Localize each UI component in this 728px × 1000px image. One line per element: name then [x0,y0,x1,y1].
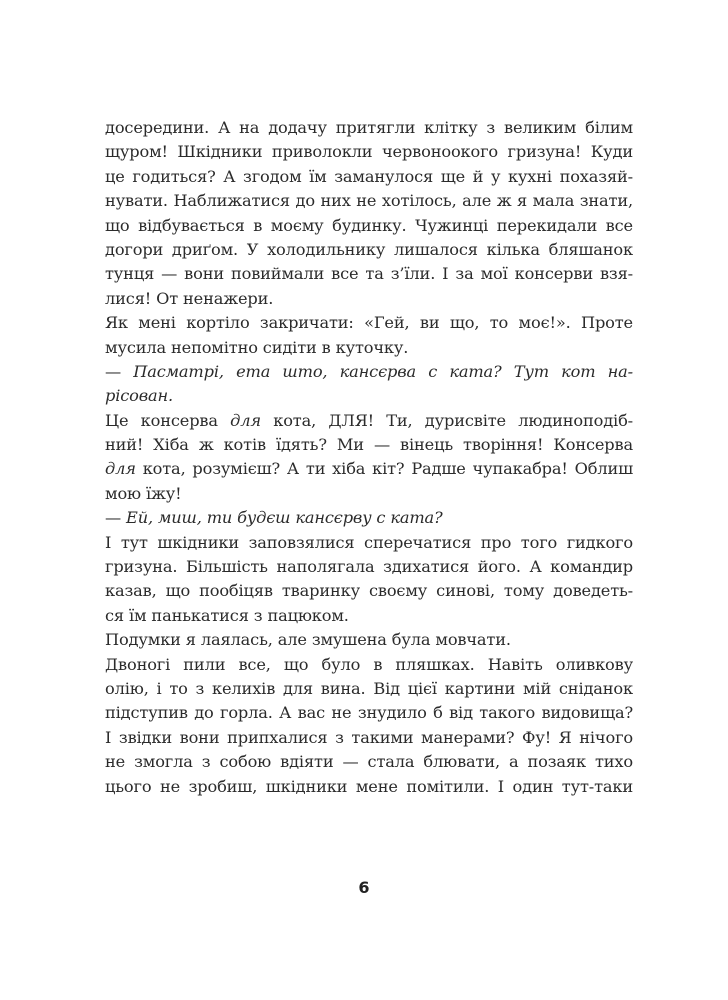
italic-span: Ей, миш, ти будєш кансєрву с ката? [126,508,443,528]
text-span: цього не зробиш, шкідники мене помітили. І один тут-таки [105,776,633,796]
text-line [105,775,633,799]
text-line [105,457,633,481]
text-span: тунця — вони повиймали все та з’їли. І за мої консерви взя- [105,264,633,284]
text-span: Подумки я лаялась, але змушена була мовчати. [105,630,511,650]
page-number: 6 [358,878,370,897]
text-line [105,360,633,384]
text-span: І тут шкідники заповзялися сперечатися про того гидкого [105,532,633,552]
italic-span: рісован. [105,386,174,406]
text-line [105,165,633,189]
text-span: олію, і то з келихів для вина. Від цієї картини мій сніданок [105,678,633,698]
text-line [105,287,633,311]
text-line [105,482,633,506]
text-span: — [105,508,127,528]
text-span: Це консерва [105,410,231,430]
italic-span: Пасматрі, ета што, кансєрва с ката? Тут кот на- [133,361,633,381]
text-line [105,336,633,360]
text-line [105,604,633,628]
body-text [105,116,633,799]
text-span: досередини. А на додачу притягли клітку з великим білим [105,118,633,137]
text-span: це годиться? А згодом їм заманулося ще й у кухні похазяй- [105,166,633,186]
text-span: І звідки вони припхалися з такими манерами? Фу! Я нічого [105,727,633,747]
text-span: кота, розумієш? А ти хіба кіт? Радше чупакабра! Облиш [135,459,633,479]
text-span: щуром! Шкідники приволокли червоноокого гризуна! Куди [105,142,633,162]
text-line [105,262,633,286]
text-line [105,384,633,408]
text-span: — [105,361,134,381]
text-span: ний! Хіба ж котів їдять? Ми — вінець творіння! Консерва [105,435,633,455]
text-span: не змогла з собою вдіяти — стала блювати, а позаяк тихо [105,752,633,772]
text-span: догори дриґом. У холодильнику лишалося кілька бляшанок [105,239,633,259]
text-line [105,750,633,774]
text-line [105,531,633,555]
text-line [105,579,633,603]
text-line [105,238,633,262]
italic-span: для [105,459,136,479]
text-span: ся їм панькатися з пацюком. [105,605,349,625]
text-line [105,677,633,701]
text-span: що відбувається в моєму будинку. Чужинці перекидали все [105,215,633,235]
text-line [105,726,633,750]
text-span: гризуна. Більшість наполягала здихатися його. А командир [105,557,633,577]
text-line [105,628,633,652]
text-span: лися! От ненажери. [105,288,274,308]
text-line [105,116,633,140]
text-line [105,311,633,335]
text-line [105,653,633,677]
text-line [105,214,633,238]
text-line [105,555,633,579]
text-span: Як мені кортіло закричати: «Гей, ви що, то моє!». Проте [105,313,633,333]
text-span: кота, ДЛЯ! Ти, дурисвіте людиноподіб- [260,410,633,430]
text-line [105,433,633,457]
italic-span: для [230,410,261,430]
text-span: казав, що пообіцяв тваринку своєму синові, тому доведеть- [105,581,633,601]
text-span: мусила непомітно сидіти в куточку. [105,337,409,357]
text-span: Двоногі пили все, що було в пляшках. Навіть оливкову [105,654,633,674]
text-line [105,409,633,433]
text-line [105,506,633,530]
text-span: нувати. Наближатися до них не хотілось, але ж я мала знати, [105,191,633,211]
text-line [105,140,633,164]
text-span: підступив до горла. А вас не знудило б від такого видовища? [105,703,633,723]
text-line [105,189,633,213]
text-line [105,701,633,725]
text-span: мою їжу! [105,483,182,503]
